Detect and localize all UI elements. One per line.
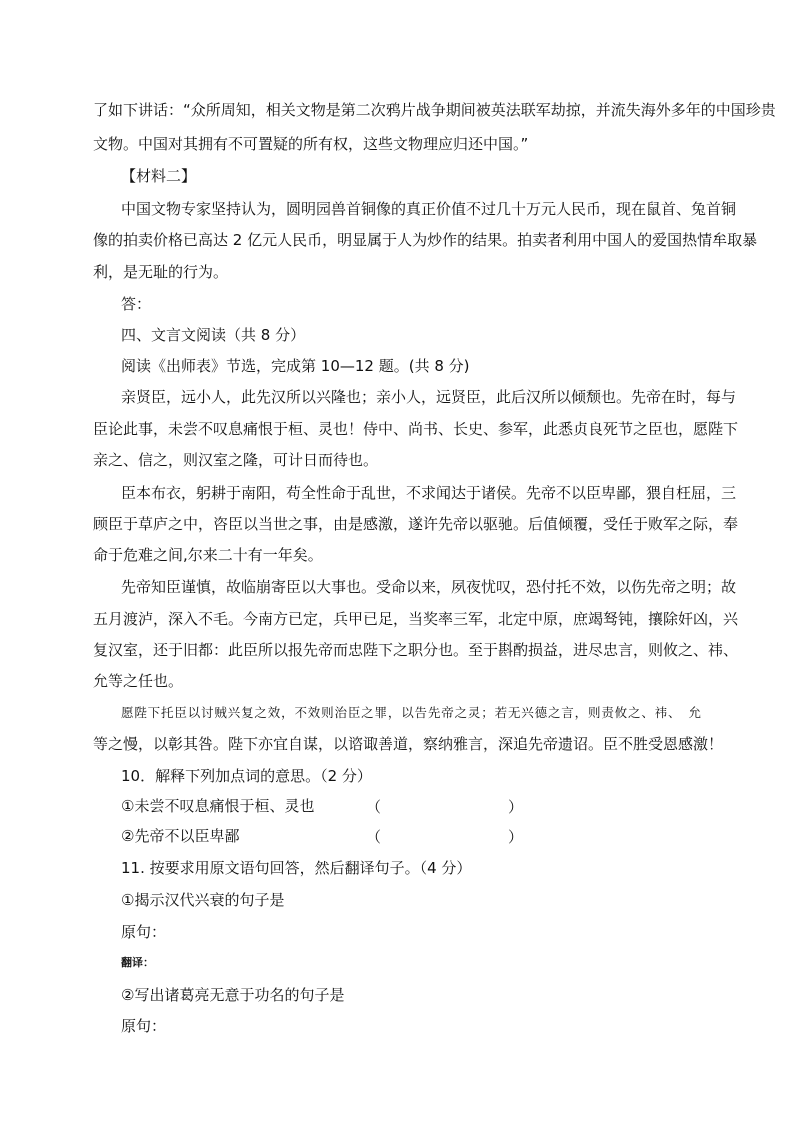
- section-heading: 【材料二】: [121, 167, 197, 185]
- classical-text-line: 亲贤臣，远小人，此先汉所以兴隆也；亲小人，远贤臣，此后汉所以倾颓也。先帝在时，每与: [121, 388, 737, 406]
- paragraph-line: 中国文物专家坚持认为，圆明园兽首铜像的真正价值不过几十万元人民币，现在鼠首、兔首铜: [121, 200, 737, 218]
- classical-text-line: 臣论此事，未尝不叹息痛恨于桓、灵也！侍中、尚书、长史、参军，此悉贞良死节之臣也，愿陛下: [93, 420, 739, 438]
- classical-text-line: 先帝知臣谨慎，故临崩寄臣以大事也。受命以来，夙夜忧叹，恐付托不效，以伤先帝之明；故: [121, 578, 737, 596]
- paragraph-line: 了如下讲话：“众所周知，相关文物是第二次鸦片战争期间被英法联军劫掠，并流失海外多年的中国珍贵: [93, 101, 776, 119]
- paragraph-line: 像的拍卖价格已高达 2 亿元人民币，明显属于人为炒作的结果。拍卖者利用中国人的爱国热情牟取暴: [93, 231, 758, 249]
- paragraph-line: 利，是无耻的行为。: [93, 263, 229, 281]
- classical-text-line: 臣本布衣，躬耕于南阳，苟全性命于乱世，不求闻达于诸侯。先帝不以臣卑鄙，猥自枉屈，三: [121, 484, 737, 502]
- classical-text-line: 命于危难之间,尔来二十有一年矣。: [93, 546, 323, 564]
- classical-text-line: 愿陛下托臣以讨贼兴复之效，不效则治臣之罪，以告先帝之灵；若无兴德之言，则责攸之、祎、 允: [121, 705, 701, 720]
- question-11: 11. 按要求用原文语句回答，然后翻译句子。（4 分）: [121, 859, 472, 877]
- original-sentence-label: 原句：: [121, 1017, 167, 1035]
- blank-close-paren: ）: [508, 798, 524, 816]
- translation-label: 翻译：: [121, 956, 154, 969]
- blank-open-paren: （: [366, 828, 382, 846]
- classical-text-line: 五月渡泸，深入不毛。今南方已定，兵甲已足，当奖率三军，北定中原，庶竭驽钝，攘除奸凶，兴: [93, 610, 739, 628]
- question-11-item-1: ①揭示汉代兴衰的句子是: [121, 891, 285, 909]
- question-10-item-1: ①未尝不叹息痛恨于桓、灵也: [121, 797, 315, 815]
- question-instruction: 阅读《出师表》节选，完成第 10—12 题。(共 8 分): [121, 357, 470, 375]
- classical-text-line: 顾臣于草庐之中，咨臣以当世之事，由是感激，遂许先帝以驱驰。后值倾覆，受任于败军之际，奉: [93, 515, 739, 533]
- original-sentence-label: 原句：: [121, 923, 167, 941]
- blank-close-paren: ）: [508, 828, 524, 846]
- question-10-item-2: ②先帝不以臣卑鄙: [121, 827, 240, 845]
- blank-open-paren: （: [366, 798, 382, 816]
- classical-text-line: 复汉室，还于旧都：此臣所以报先帝而忠陛下之职分也。至于斟酌损益，进尽忠言，则攸之、祎、: [93, 641, 739, 659]
- section-heading: 四、文言文阅读（共 8 分）: [121, 326, 306, 344]
- classical-text-line: 允等之任也。: [93, 672, 184, 690]
- classical-text-line: 等之慢，以彰其咎。陛下亦宜自谋，以谘诹善道，察纳雅言，深追先帝遗诏。臣不胜受恩感激！: [93, 735, 724, 753]
- answer-label: 答：: [121, 295, 152, 313]
- paragraph-line: 文物。中国对其拥有不可置疑的所有权，这些文物理应归还中国。”: [93, 135, 529, 153]
- question-10: 10．解释下列加点词的意思。（2 分）: [121, 767, 372, 785]
- question-11-item-2: ②写出诸葛亮无意于功名的句子是: [121, 986, 345, 1004]
- classical-text-line: 亲之、信之，则汉室之隆，可计日而待也。: [93, 451, 379, 469]
